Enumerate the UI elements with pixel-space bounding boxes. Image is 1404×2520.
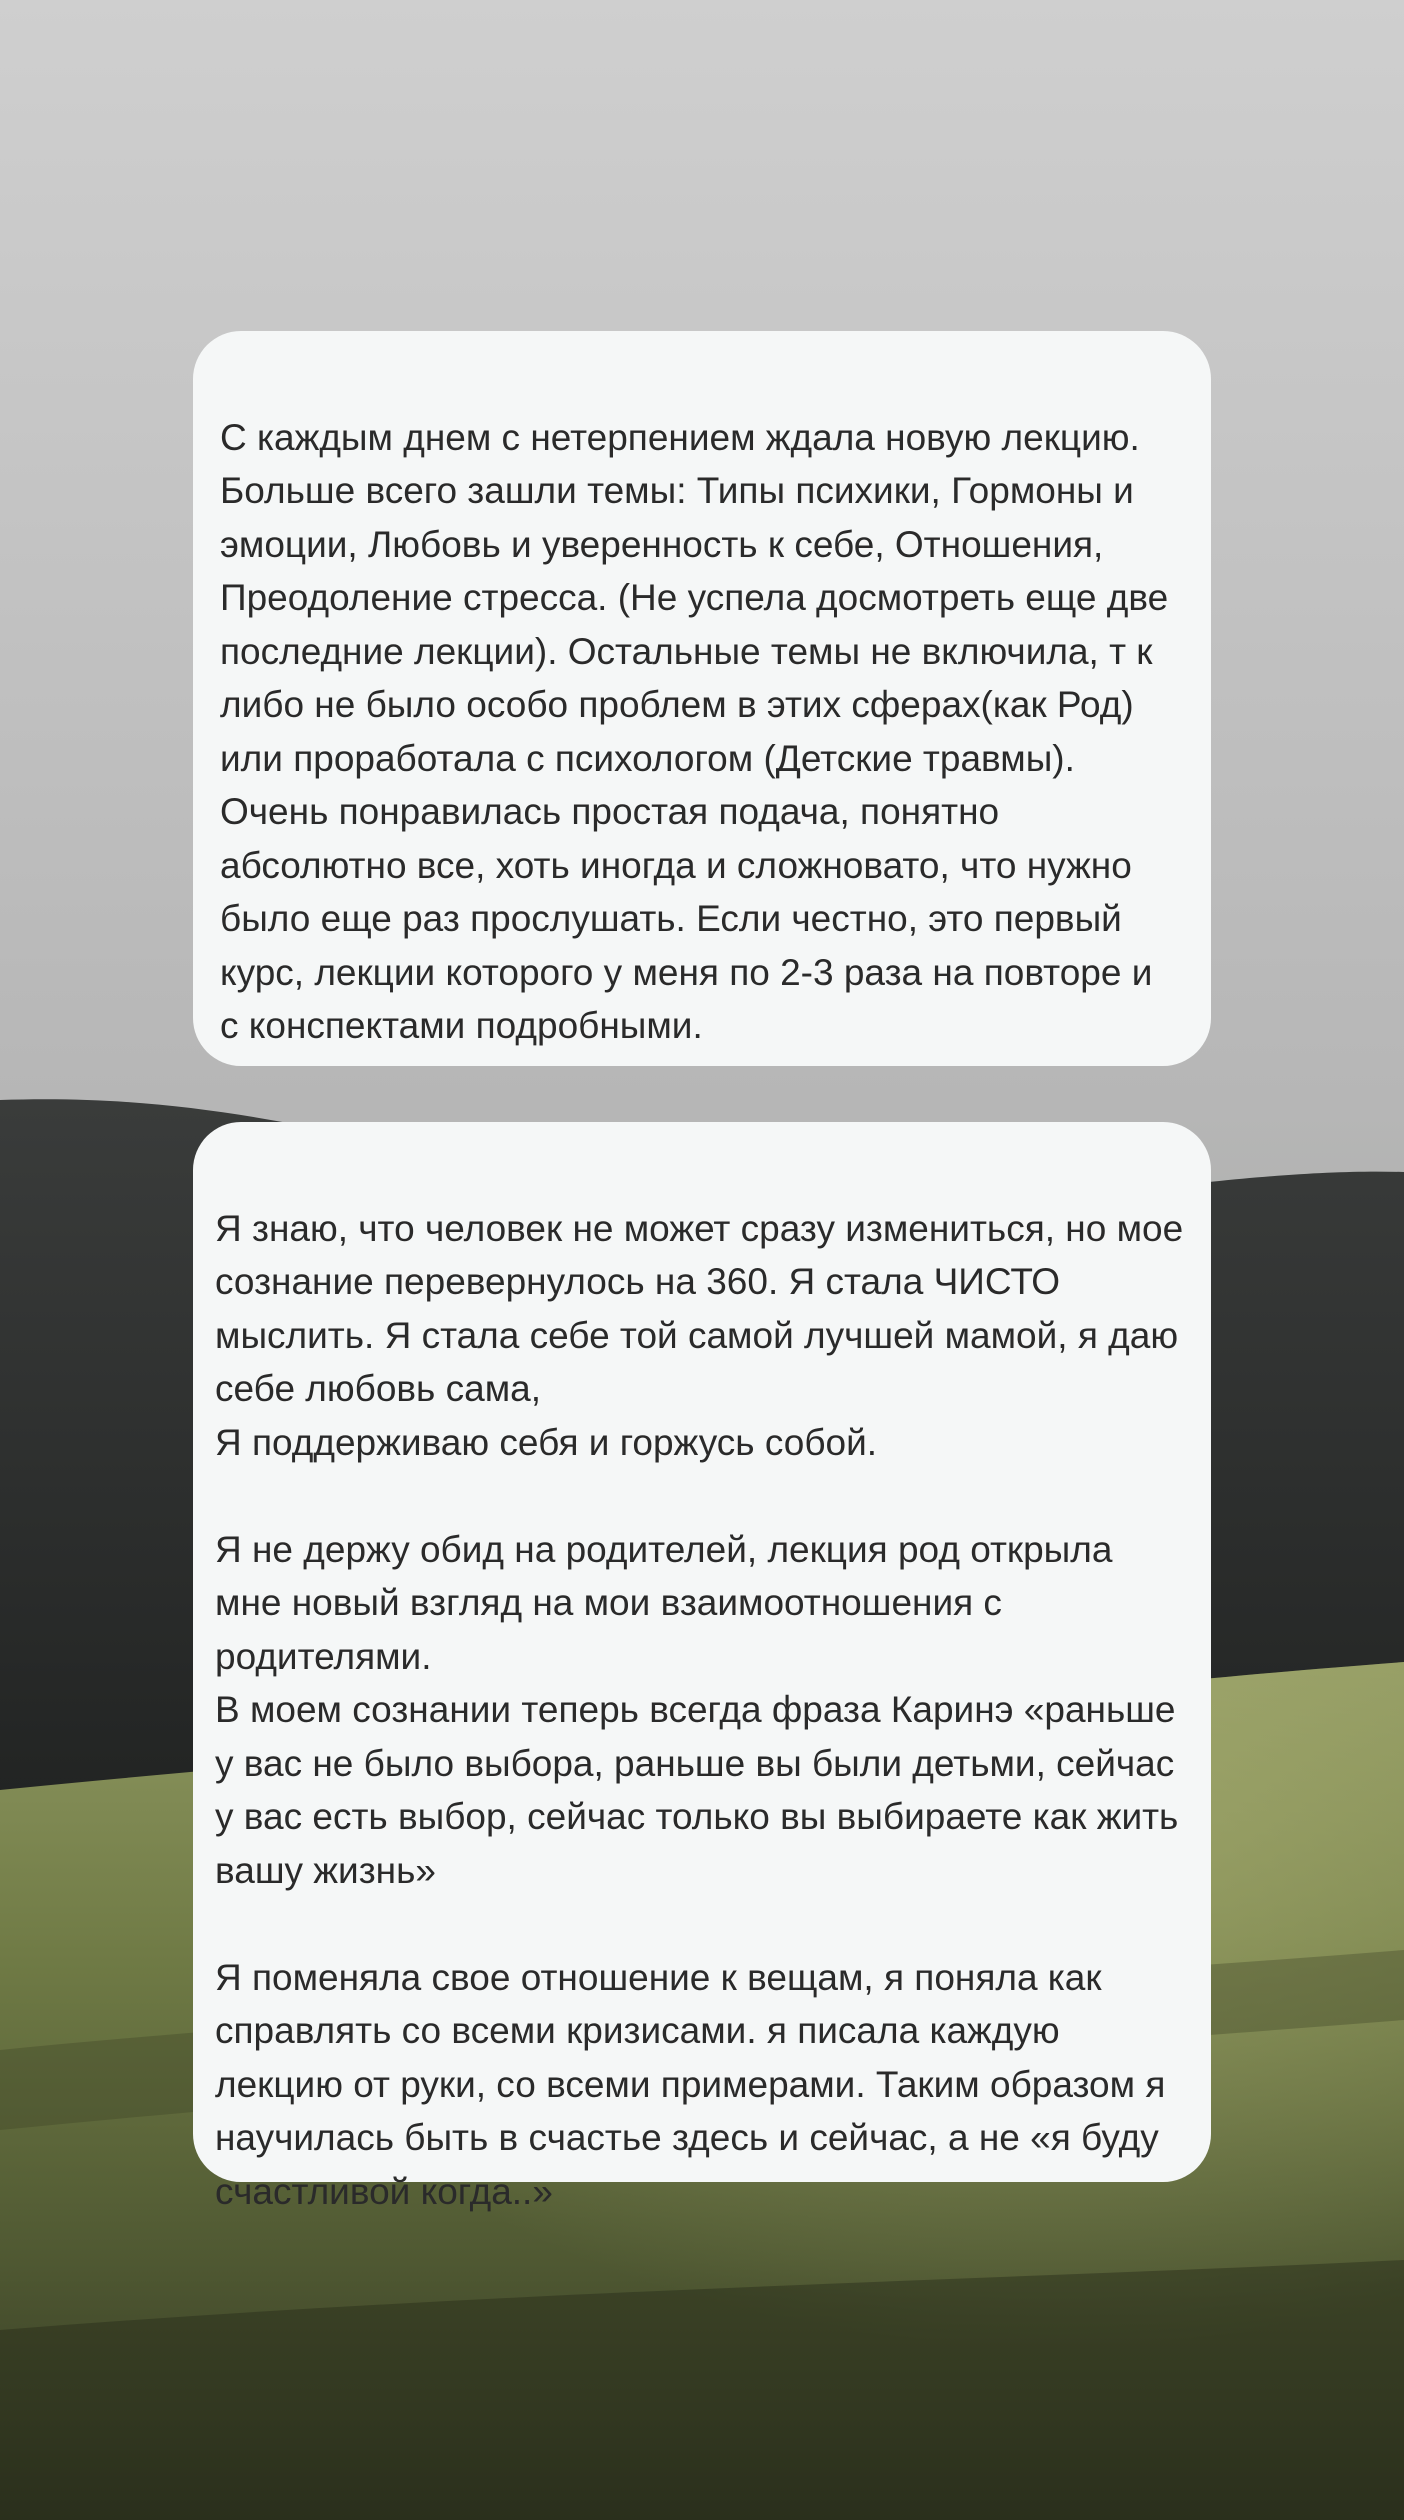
message-text: Я знаю, что человек не может сразу измениться, но мое сознание перевернулось на 360. Я стала ЧИСТО мыслить. Я стала себе той самой лучшей мамой, я даю себе любовь сама, Я поддерживаю себя и горжусь собой. Я не держу обид на родителей, лекция род открыла мне новый взгляд на мои взаимоотношения с родителями. В моем сознании теперь всегда фраза Каринэ «раньше у вас не было выбора, раньше вы были детьми, сейчас у вас есть выбор, сейчас только вы выбираете как жить вашу жизнь» Я поменяла свое отношение к вещам, я поняла как справлять со всеми кризисами. я писала каждую лекцию от руки, со всеми примерами. Таким образом я научилась быть в счастье здесь и сейчас, а не «я буду счастливой когда..» [215, 1207, 1184, 2212]
message-text: С каждым днем с нетерпением ждала новую лекцию. Больше всего зашли темы: Типы психики, Гормоны и эмоции, Любовь и уверенность к себе, Отношения, Преодоление стресса. (Не успела досмотреть еще две последние лекции). Остальные темы не включила, т к либо не было особо проблем в этих сферах(как Род) или проработала с психологом (Детские травмы). Очень понравилась простая подача, понятно абсолютно все, хоть иногда и сложновато, что нужно было еще раз прослушать. Если честно, это первый курс, лекции которого у меня по 2-3 раза на повторе и с конспектами подробными. [220, 416, 1169, 1046]
message-bubble [193, 331, 1211, 1066]
message-bubble [193, 1122, 1211, 2212]
